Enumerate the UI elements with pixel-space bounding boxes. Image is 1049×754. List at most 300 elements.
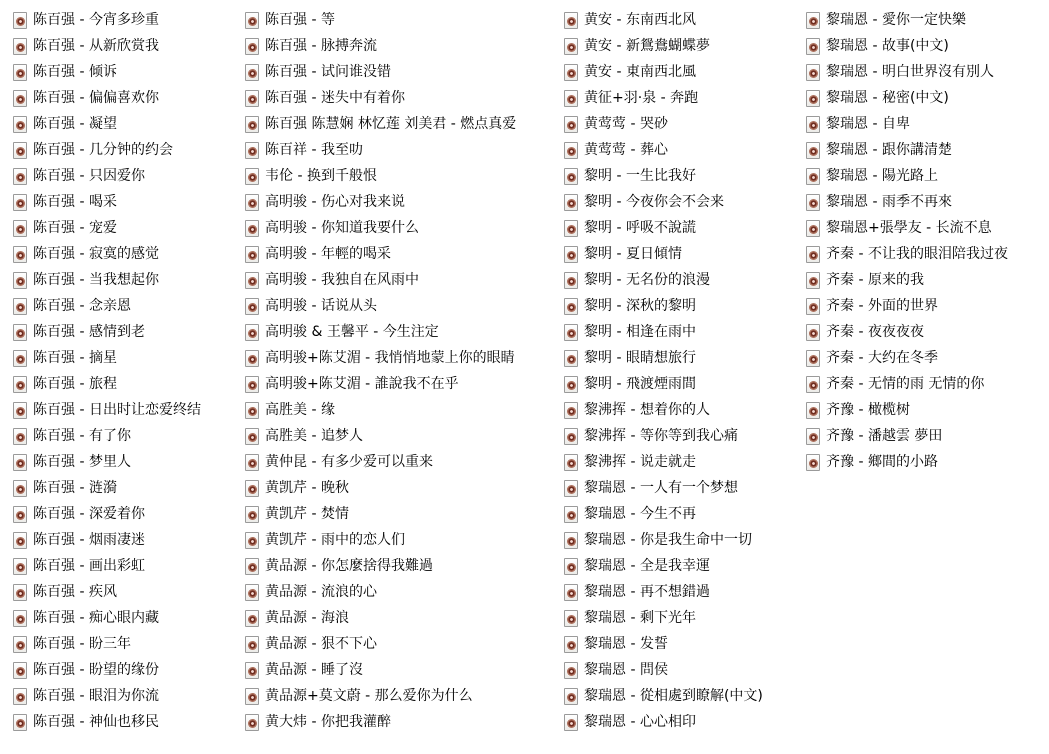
- file-item[interactable]: [245, 553, 516, 579]
- music-file-icon: [245, 272, 259, 289]
- file-name: 齐秦 - 不让我的眼泪陪我过夜: [826, 246, 1008, 262]
- file-name: 黄安 - 东南西北风: [584, 12, 696, 28]
- file-name: 黎瑞恩 - 故事(中文): [826, 38, 949, 54]
- file-item[interactable]: [564, 501, 763, 527]
- file-item[interactable]: [564, 85, 763, 111]
- music-file-icon: [245, 610, 259, 627]
- music-file-icon: [564, 532, 578, 549]
- file-item[interactable]: [245, 137, 516, 163]
- file-name: 陈百强 - 神仙也移民: [33, 714, 159, 730]
- file-item[interactable]: [13, 553, 201, 579]
- file-item[interactable]: [806, 345, 1008, 371]
- file-name: 黎明 - 夏日傾情: [584, 246, 682, 262]
- file-item[interactable]: [245, 579, 516, 605]
- file-item[interactable]: [13, 59, 201, 85]
- file-item[interactable]: [564, 267, 763, 293]
- music-file-icon: [13, 168, 27, 185]
- music-file-icon: [806, 428, 820, 445]
- file-name: 黎瑞恩 - 今生不再: [584, 506, 696, 522]
- music-file-icon: [13, 324, 27, 341]
- music-file-icon: [564, 168, 578, 185]
- file-item[interactable]: [564, 345, 763, 371]
- file-name: 高明骏+陈艾湄 - 誰說我不在乎: [265, 376, 459, 392]
- music-file-icon: [13, 454, 27, 471]
- music-file-icon: [806, 116, 820, 133]
- music-file-icon: [245, 376, 259, 393]
- file-item[interactable]: [806, 85, 1008, 111]
- file-name: 齐秦 - 外面的世界: [826, 298, 938, 314]
- file-item[interactable]: [13, 423, 201, 449]
- music-file-icon: [13, 12, 27, 29]
- file-name: 高胜美 - 追梦人: [265, 428, 363, 444]
- file-item[interactable]: [13, 709, 201, 735]
- file-name: 黎瑞恩+張學友 - 长流不息: [826, 220, 992, 236]
- file-name: 黎瑞恩 - 你是我生命中一切: [584, 532, 752, 548]
- file-item[interactable]: [13, 345, 201, 371]
- file-item[interactable]: [13, 293, 201, 319]
- file-name: 陈百强 - 倾诉: [33, 64, 117, 80]
- music-file-icon: [806, 142, 820, 159]
- file-item[interactable]: [13, 111, 201, 137]
- music-file-icon: [245, 350, 259, 367]
- file-item[interactable]: [245, 293, 516, 319]
- file-name: 陈百强 - 迷失中有着你: [265, 90, 405, 106]
- music-file-icon: [806, 402, 820, 419]
- music-file-icon: [245, 558, 259, 575]
- music-file-icon: [245, 532, 259, 549]
- file-item[interactable]: [245, 241, 516, 267]
- music-file-icon: [13, 688, 27, 705]
- file-item[interactable]: [13, 33, 201, 59]
- file-item[interactable]: [564, 137, 763, 163]
- file-item[interactable]: [13, 475, 201, 501]
- music-file-icon: [245, 90, 259, 107]
- file-item[interactable]: [245, 59, 516, 85]
- file-name: 黎瑞恩 - 跟你講清楚: [826, 142, 952, 158]
- music-file-icon: [806, 168, 820, 185]
- file-name: 陈百强 - 只因爱你: [33, 168, 145, 184]
- music-file-icon: [564, 558, 578, 575]
- file-name: 齐豫 - 橄榄树: [826, 402, 910, 418]
- file-item[interactable]: [245, 527, 516, 553]
- music-file-icon: [564, 90, 578, 107]
- file-name: 陈百强 - 眼泪为你流: [33, 688, 159, 704]
- music-file-icon: [564, 428, 578, 445]
- file-name: 陈百强 - 偏偏喜欢你: [33, 90, 159, 106]
- file-item[interactable]: [564, 111, 763, 137]
- music-file-icon: [564, 662, 578, 679]
- music-file-icon: [245, 584, 259, 601]
- file-name: 陈百强 - 摘星: [33, 350, 117, 366]
- file-item[interactable]: [13, 579, 201, 605]
- music-file-icon: [245, 220, 259, 237]
- file-item[interactable]: [13, 371, 201, 397]
- file-name: 高明骏 - 我独自在风雨中: [265, 272, 419, 288]
- music-file-icon: [245, 402, 259, 419]
- music-file-icon: [13, 116, 27, 133]
- file-name: 黄品源 - 睡了沒: [265, 662, 363, 678]
- music-file-icon: [13, 272, 27, 289]
- file-item[interactable]: [245, 449, 516, 475]
- file-name: 黄莺莺 - 哭砂: [584, 116, 668, 132]
- file-item[interactable]: [245, 33, 516, 59]
- music-file-icon: [806, 220, 820, 237]
- music-file-icon: [13, 610, 27, 627]
- file-item[interactable]: [245, 397, 516, 423]
- file-name: 齐豫 - 潘越雲 夢田: [826, 428, 943, 444]
- music-file-icon: [245, 116, 259, 133]
- file-name: 陈百强 - 盼望的缘份: [33, 662, 159, 678]
- file-item[interactable]: [245, 475, 516, 501]
- file-item[interactable]: [806, 449, 1008, 475]
- file-item[interactable]: [245, 215, 516, 241]
- file-name: 齐秦 - 大约在冬季: [826, 350, 938, 366]
- music-file-icon: [564, 194, 578, 211]
- file-item[interactable]: [245, 501, 516, 527]
- music-file-icon: [245, 480, 259, 497]
- file-item[interactable]: [13, 241, 201, 267]
- music-file-icon: [13, 480, 27, 497]
- music-file-icon: [245, 194, 259, 211]
- music-file-icon: [564, 298, 578, 315]
- music-file-icon: [13, 142, 27, 159]
- file-name: 黄凯芹 - 晚秋: [265, 480, 349, 496]
- file-item[interactable]: [564, 579, 763, 605]
- file-item[interactable]: [806, 7, 1008, 33]
- music-file-icon: [806, 324, 820, 341]
- file-item[interactable]: [564, 397, 763, 423]
- file-name: 陈百强 - 等: [265, 12, 335, 28]
- file-item[interactable]: [245, 7, 516, 33]
- file-item[interactable]: [13, 605, 201, 631]
- file-name: 黄莺莺 - 葬心: [584, 142, 668, 158]
- music-file-icon: [806, 38, 820, 55]
- file-name: 高明骏+陈艾湄 - 我悄悄地蒙上你的眼睛: [265, 350, 515, 366]
- music-file-icon: [13, 350, 27, 367]
- file-name: 陈百强 陈慧娴 林忆莲 刘美君 - 燃点真爱: [265, 116, 517, 132]
- file-name: 黄品源 - 狠不下心: [265, 636, 377, 652]
- music-file-icon: [564, 38, 578, 55]
- music-file-icon: [245, 662, 259, 679]
- file-name: 黎明 - 呼吸不說謊: [584, 220, 696, 236]
- file-item[interactable]: [806, 59, 1008, 85]
- music-file-icon: [245, 64, 259, 81]
- file-item[interactable]: [13, 137, 201, 163]
- music-file-icon: [806, 246, 820, 263]
- file-name: 陈百强 - 从新欣赏我: [33, 38, 159, 54]
- music-file-icon: [806, 272, 820, 289]
- file-name: 黎明 - 无名份的浪漫: [584, 272, 710, 288]
- file-item[interactable]: [13, 163, 201, 189]
- file-name: 黎明 - 一生比我好: [584, 168, 696, 184]
- file-name: 黄征+羽·泉 - 奔跑: [584, 90, 699, 106]
- music-file-icon: [13, 402, 27, 419]
- music-file-icon: [564, 584, 578, 601]
- file-column-2: [245, 7, 516, 735]
- file-column-3: [564, 7, 763, 735]
- music-file-icon: [564, 636, 578, 653]
- music-file-icon: [245, 506, 259, 523]
- file-item[interactable]: [564, 293, 763, 319]
- file-name: 齐秦 - 无情的雨 无情的你: [826, 376, 985, 392]
- music-file-icon: [806, 12, 820, 29]
- music-file-icon: [245, 246, 259, 263]
- file-item[interactable]: [564, 423, 763, 449]
- file-item[interactable]: [564, 33, 763, 59]
- file-name: 黎瑞恩 - 雨季不再來: [826, 194, 952, 210]
- file-column-1: [13, 7, 201, 735]
- file-item[interactable]: [13, 319, 201, 345]
- file-name: 黎瑞恩 - 愛你一定快樂: [826, 12, 966, 28]
- file-name: 黄安 - 東南西北風: [584, 64, 696, 80]
- file-name: 高明骏 & 王馨平 - 今生注定: [265, 324, 439, 340]
- music-file-icon: [245, 168, 259, 185]
- file-item[interactable]: [245, 631, 516, 657]
- file-name: 韦伦 - 换到千般恨: [265, 168, 377, 184]
- file-item[interactable]: [564, 605, 763, 631]
- file-name: 陈百强 - 有了你: [33, 428, 131, 444]
- file-item[interactable]: [13, 449, 201, 475]
- music-file-icon: [245, 142, 259, 159]
- file-name: 陈百强 - 喝采: [33, 194, 117, 210]
- music-file-icon: [245, 38, 259, 55]
- file-item[interactable]: [564, 189, 763, 215]
- file-item[interactable]: [806, 371, 1008, 397]
- file-name: 陈百强 - 烟雨凄迷: [33, 532, 145, 548]
- file-item[interactable]: [245, 371, 516, 397]
- music-file-icon: [245, 714, 259, 731]
- music-file-icon: [564, 480, 578, 497]
- music-file-icon: [806, 298, 820, 315]
- music-file-icon: [245, 12, 259, 29]
- music-file-icon: [13, 298, 27, 315]
- file-item[interactable]: [13, 7, 201, 33]
- file-item[interactable]: [245, 189, 516, 215]
- file-item[interactable]: [564, 553, 763, 579]
- file-item[interactable]: [13, 85, 201, 111]
- file-name: 黎明 - 飛渡煙雨間: [584, 376, 696, 392]
- file-item[interactable]: [806, 189, 1008, 215]
- file-name: 齐豫 - 鄉間的小路: [826, 454, 938, 470]
- file-name: 黎沸挥 - 等你等到我心痛: [584, 428, 738, 444]
- music-file-icon: [13, 64, 27, 81]
- file-item[interactable]: [245, 657, 516, 683]
- file-name: 黎瑞恩 - 從相處到瞭解(中文): [584, 688, 763, 704]
- music-file-icon: [13, 220, 27, 237]
- file-item[interactable]: [245, 423, 516, 449]
- music-file-icon: [245, 688, 259, 705]
- file-name: 陈百强 - 疾风: [33, 584, 117, 600]
- file-item[interactable]: [564, 709, 763, 735]
- music-file-icon: [564, 142, 578, 159]
- file-name: 陈百强 - 念亲恩: [33, 298, 131, 314]
- file-name: 黄安 - 新鴛鴦蝴蝶夢: [584, 38, 710, 54]
- music-file-icon: [564, 350, 578, 367]
- file-name: 黎瑞恩 - 問侯: [584, 662, 668, 678]
- file-item[interactable]: [245, 163, 516, 189]
- file-name: 陈百强 - 寂寞的感觉: [33, 246, 159, 262]
- file-item[interactable]: [13, 631, 201, 657]
- file-item[interactable]: [245, 345, 516, 371]
- file-item[interactable]: [245, 111, 516, 137]
- file-name: 陈百强 - 感情到老: [33, 324, 145, 340]
- file-name: 黄凯芹 - 焚情: [265, 506, 349, 522]
- file-name: 陈百强 - 深爱着你: [33, 506, 145, 522]
- file-name: 高明骏 - 你知道我要什么: [265, 220, 419, 236]
- file-item[interactable]: [13, 397, 201, 423]
- music-file-icon: [564, 220, 578, 237]
- music-file-icon: [564, 246, 578, 263]
- file-name: 陈百强 - 宠爱: [33, 220, 117, 236]
- music-file-icon: [245, 298, 259, 315]
- file-name: 黎瑞恩 - 心心相印: [584, 714, 696, 730]
- music-file-icon: [806, 350, 820, 367]
- file-item[interactable]: [806, 33, 1008, 59]
- file-item[interactable]: [245, 709, 516, 735]
- music-file-icon: [13, 532, 27, 549]
- file-name: 高明骏 - 话说从头: [265, 298, 377, 314]
- file-name: 黎明 - 今夜你会不会来: [584, 194, 724, 210]
- music-file-icon: [806, 90, 820, 107]
- file-name: 黎明 - 相逢在雨中: [584, 324, 696, 340]
- file-item[interactable]: [564, 631, 763, 657]
- file-name: 黎沸挥 - 说走就走: [584, 454, 696, 470]
- file-item[interactable]: [564, 319, 763, 345]
- music-file-icon: [13, 90, 27, 107]
- file-name: 陈百强 - 旅程: [33, 376, 117, 392]
- file-item[interactable]: [13, 267, 201, 293]
- music-file-icon: [564, 116, 578, 133]
- file-item[interactable]: [245, 319, 516, 345]
- file-name: 陈百强 - 凝望: [33, 116, 117, 132]
- file-item[interactable]: [564, 59, 763, 85]
- music-file-icon: [564, 454, 578, 471]
- file-item[interactable]: [564, 449, 763, 475]
- file-item[interactable]: [806, 397, 1008, 423]
- file-name: 黎瑞恩 - 秘密(中文): [826, 90, 949, 106]
- file-item[interactable]: [245, 605, 516, 631]
- file-item[interactable]: [806, 267, 1008, 293]
- file-item[interactable]: [564, 241, 763, 267]
- file-name: 黎明 - 眼睛想旅行: [584, 350, 696, 366]
- file-column-4: [806, 7, 1008, 475]
- file-name: 高明骏 - 伤心对我来说: [265, 194, 405, 210]
- music-file-icon: [13, 662, 27, 679]
- file-name: 陈百祥 - 我至叻: [265, 142, 363, 158]
- file-item[interactable]: [245, 85, 516, 111]
- music-file-icon: [806, 454, 820, 471]
- file-name: 高明骏 - 年輕的喝采: [265, 246, 391, 262]
- music-file-icon: [245, 324, 259, 341]
- file-item[interactable]: [564, 527, 763, 553]
- music-file-icon: [245, 428, 259, 445]
- file-item[interactable]: [13, 189, 201, 215]
- file-item[interactable]: [245, 683, 516, 709]
- file-item[interactable]: [806, 423, 1008, 449]
- music-file-icon: [564, 610, 578, 627]
- music-file-icon: [13, 558, 27, 575]
- music-file-icon: [245, 454, 259, 471]
- file-name: 陈百强 - 试问谁没错: [265, 64, 391, 80]
- music-file-icon: [564, 324, 578, 341]
- file-name: 陈百强 - 痴心眼内藏: [33, 610, 159, 626]
- file-item[interactable]: [806, 111, 1008, 137]
- file-name: 齐秦 - 夜夜夜夜: [826, 324, 924, 340]
- file-name: 黄凯芹 - 雨中的恋人们: [265, 532, 405, 548]
- file-item[interactable]: [13, 215, 201, 241]
- file-name: 黎沸挥 - 想着你的人: [584, 402, 710, 418]
- file-item[interactable]: [13, 501, 201, 527]
- music-file-icon: [13, 428, 27, 445]
- file-name: 黄品源+莫文蔚 - 那么爱你为什么: [265, 688, 473, 704]
- file-name: 黎瑞恩 - 再不想錯過: [584, 584, 710, 600]
- file-name: 陈百强 - 梦里人: [33, 454, 131, 470]
- file-name: 陈百强 - 日出时让恋爱终结: [33, 402, 201, 418]
- music-file-icon: [806, 194, 820, 211]
- file-item[interactable]: [564, 657, 763, 683]
- music-file-icon: [564, 272, 578, 289]
- music-file-icon: [564, 506, 578, 523]
- file-name: 黄品源 - 海浪: [265, 610, 349, 626]
- music-file-icon: [13, 194, 27, 211]
- file-item[interactable]: [806, 241, 1008, 267]
- music-file-icon: [13, 584, 27, 601]
- file-item[interactable]: [564, 163, 763, 189]
- file-name: 陈百强 - 画出彩虹: [33, 558, 145, 574]
- music-file-icon: [564, 402, 578, 419]
- file-item[interactable]: [806, 137, 1008, 163]
- file-item[interactable]: [564, 7, 763, 33]
- music-file-icon: [13, 376, 27, 393]
- file-name: 黎瑞恩 - 发誓: [584, 636, 668, 652]
- file-item[interactable]: [564, 475, 763, 501]
- music-file-icon: [245, 636, 259, 653]
- file-name: 黄大炜 - 你把我灌醉: [265, 714, 391, 730]
- file-name: 陈百强 - 几分钟的约会: [33, 142, 173, 158]
- file-item[interactable]: [806, 163, 1008, 189]
- music-file-icon: [564, 688, 578, 705]
- music-file-icon: [564, 64, 578, 81]
- file-name: 齐秦 - 原来的我: [826, 272, 924, 288]
- file-item[interactable]: [806, 215, 1008, 241]
- file-item[interactable]: [13, 527, 201, 553]
- music-file-icon: [13, 246, 27, 263]
- file-item[interactable]: [245, 267, 516, 293]
- file-name: 黎瑞恩 - 全是我幸運: [584, 558, 710, 574]
- file-item[interactable]: [806, 319, 1008, 345]
- music-file-icon: [806, 376, 820, 393]
- file-item[interactable]: [564, 215, 763, 241]
- file-name: 陈百强 - 当我想起你: [33, 272, 159, 288]
- file-name: 黄品源 - 流浪的心: [265, 584, 377, 600]
- music-file-icon: [13, 506, 27, 523]
- file-name: 黎瑞恩 - 自卑: [826, 116, 910, 132]
- file-item[interactable]: [806, 293, 1008, 319]
- file-name: 黎瑞恩 - 一人有一个梦想: [584, 480, 738, 496]
- file-item[interactable]: [13, 657, 201, 683]
- file-name: 陈百强 - 盼三年: [33, 636, 131, 652]
- music-file-icon: [564, 376, 578, 393]
- file-item[interactable]: [564, 371, 763, 397]
- music-file-icon: [564, 714, 578, 731]
- file-name: 陈百强 - 涟漪: [33, 480, 117, 496]
- music-file-icon: [13, 38, 27, 55]
- file-item[interactable]: [564, 683, 763, 709]
- music-file-icon: [806, 64, 820, 81]
- file-name: 陈百强 - 脉搏奔流: [265, 38, 377, 54]
- file-item[interactable]: [13, 683, 201, 709]
- file-name: 黎瑞恩 - 陽光路上: [826, 168, 938, 184]
